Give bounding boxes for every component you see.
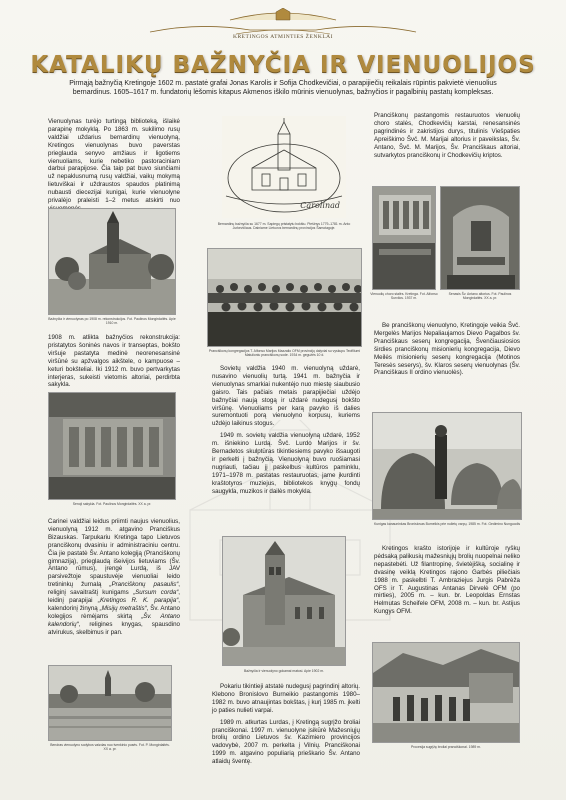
header-ornament bbox=[0, 8, 566, 48]
caption-group: Pranciškonų kongregacijos T. Alfonso Marijos Mazzalio OFM provincijų dalyviai su vyskupu Teofiliumi Matulioniu pranciškonų sode. 1934 m. gegužės 10 d. bbox=[208, 349, 361, 358]
text-honorary-citizens bbox=[374, 545, 520, 616]
text-congregations-par: Be pranciškonų vienuolyno, Kretingoje veikia Švč. Mergelės Marijos Nepaliaujamos Dievo Pagalbos šv. Pranciškaus seserų kongregacija, Švenčiausiosios širdies pranciškonų misionierių kongregacija, Dievo Meilės misionierių seserų kongregacija (Motinos Teresės seserys), šv. Klaros seserų vienuolynas (Šv. Pranciškaus II ordino vienuolės). bbox=[374, 322, 520, 377]
photo-old-pulpit bbox=[48, 392, 176, 500]
caption-bells: Kunigas kanauninkas Bronislovas Burneikis prie nulietų varpų. 1985 m. Fot. Gedimino Nunguodis bbox=[373, 522, 521, 526]
caption-procession: Procesija sugrįžę broliai pranciškonai. 1989 m. bbox=[411, 745, 481, 749]
photo-procession bbox=[372, 642, 520, 743]
caption-altar: Senasis Šv. Antano altorius. Fot. Paulinos Mongirdaitės. XX a. pr. bbox=[448, 292, 512, 301]
caption-choir: Vienuolių choro stalės. Kretinga. Fot. Alfonso Survilos. 1937 m. bbox=[370, 292, 438, 301]
intro-text: Pirmąją bažnyčią Kretingoje 1602 m. pastatė grafai Jonas Karolis ir Sofija Chodkevičiai, o parapijiečių reikalais rūpintis pakvietė vienuolius bernardinus. 1605–1617 m. fundatorių lėšomis kitapus Akmenos iškilo mūrinis vienuolynas, bažnyčios ir pagalbinių pastatų kompleksas. bbox=[69, 80, 497, 96]
caption-lake-view: Bendras vienuolyno sodybos vaizdas nuo tvenkinio pusės. Fot. P. Mongirdaitės. XX a. pr. bbox=[50, 743, 170, 752]
drawing-bernardine-church bbox=[222, 116, 346, 218]
text-honorary-citizens-par: Kretingos krašto istorijoje ir kultūroje ryškų pėdsaką palikusių mažesniųjų brolių nuopelnai neliko nepastebėti. Už filantropinę, švietėjišką, socialinę ir dvasinę veiklą Kretingos rajono Garbės piliečiais 1988 m. paskelbti T. Ambraziejus Jurgis Pabrėža OFS ir T. Augustinas Antanas Dirvelė OFM (po mirties), 2005 m. – kun. br. Leopoldas Ernstas Helmutas Scheifele OFM, 2008 m. – kun. br. Astijus Kungys OFM. bbox=[374, 545, 520, 616]
text-restoration: Pranciškonų pastangomis restauruotos vienuolių choro stalės, Chodkevičių karstai, renesansinės pagrindinės ir zakristijos durys, titulinis Viešpaties Apreiškimo Švč. M. Marijai altorius ir paveikslas, Šv. Antano, Švč. M. Marijos, Šv. Pranciškaus altoriai, sutvarkytos pranciškonų ir Chodkevičių kriptos. bbox=[374, 112, 520, 159]
drawing-script-signature: Carolinad bbox=[300, 201, 340, 210]
photo-church-1908 bbox=[48, 208, 176, 315]
photo-choir-stalls bbox=[372, 186, 436, 290]
photo-church-tower bbox=[222, 536, 346, 666]
caption-church-1908: Bažnyčia ir vienuolynas po 1908 m. rekonstrukcijos. Fot. Paulinos Mongirdaitės. Apie 1910 m. bbox=[48, 317, 176, 326]
page-title: KATALIKŲ BAŽNYČIA IR VIENUOLIJOS bbox=[30, 52, 536, 78]
text-1989-par: 1989 m. atkurtas Lurdas, į Kretingą sugrįžo broliai pranciškonai. 1997 m. vienuolyne įsikūrė Mažesniųjų brolių ordino Lietuvos šv. Kazimiero provincijos vadovybė, 2007 m. perkelta į Vilnių. Pranciškonai 1999 m. atgavino populiarią prieškario Šv. Antano atlaidų šventę. bbox=[212, 718, 360, 766]
text-congregations bbox=[374, 322, 520, 377]
photo-st-anthony-altar bbox=[440, 186, 520, 290]
text-soviet-1940-par: Sovietų valdžia 1940 m. vienuolyną uždarė, nusavino vienuolių turtą. 1941 m. bažnyčia ir vienuolynas smarkiai nukentėjo nuo miestę siaubusio gaisro. Tais pačiais metais parapijiečiai uždėjo bažnyčiai naują stogą ir uždarė nudegusį bokšto viršūnę. Vienuoliams per karą pavyko iš dalies suremontuoti porą vienuolyno korpusų, kuriems uždėjo laikinus stogus. bbox=[212, 365, 360, 428]
series-title: KRETINGOS ATMINTIES ŽENKLAI bbox=[233, 34, 333, 40]
text-1908-reconstruction: 1908 m. atlikta bažnyčios rekonstrukcija: pristatytos šoninės navos ir transeptas, bokšto viršuje pastatyta medinė neorenesansinė viršūnė su apžvalgos aikštele, o kampuose – keturi bokšteliai. Iki 1912 m. buvo pertvarkytas interjeras, sukeisti vietomis altoriai, perdirbta sakykla. bbox=[48, 334, 180, 389]
text-franciscans-return: Carinei valdžiai leidus priimti naujus vienuolius, vienuolyną 1912 m. atgavino Pranciškus Bizauskas. Tarpukariu Kretinga tapo Lietuvos pranciškonų dvasiniu ir administraciniu centru. Čia jie pastatė Šv. Antano kolegiją (Pranciškonų gimnaziją), prieglaudą išeivijos lietuviams (Šv. Antano rūmus), įrengė Lurdą, iš JAV parsivežtoje spaustuvėje vienuoliai leido tretininkų žurnalą „Pranciškonų pasaulis“, religinį savaitraštį kunigams „Sursum corda“, leidinį parapijai „Kretingos R. K. parapija“, kalendorinį žinyną „Misijų metraštis“, Šv. Antano kolegijos rėmėjams skirtą „Šv. Antano kalendorių“, religines knygas, spausdino atvirukus, skelbimus ir pan. bbox=[48, 518, 181, 636]
text-library: Vienuolynas turėjo turtingą biblioteką, išlaikė parapinę mokyklą. Po 1863 m. sukilimo rusų valdžiai uždarius bernardinų vienuolyną, Kretingos vienuolynas buvo paverstas prieglauda senyvo amžiaus ir ligotiems vienuoliams, kurie nebetiko pastoraciniam darbui parapijose. Čia taip pat buvo siunčiami už nepaklusnumą rusų valdžiai, vaikų mokymą lietuviškai ir uždraustos spaudos platinimą nubausti diecezijai kunigai, kurie vienuolyne privalėjo praleisti 1–2 metus atskirti nuo bbox=[48, 118, 180, 205]
text-soviet-1949-par: 1949 m. sovietų valdžia vienuolyną uždarė, 1952 m. išniekino Lurdą. Švč. Lurdo Marijos ir šv. Bernadetos skulptūras tikintiesiems pavyko išsaugoti ir perkelti į bažnyčią. Vienuolyną buvo ruošiamasi nugriauti, tačiau jį paskelbus kultūros paminklu, 1971–1978 m. pastatas restauruotas, jame įkurdinti kraštotyros muziejus, bibliotekos knygų fondų saugykla, muzikos ir dailės mokykla. bbox=[212, 432, 360, 495]
photo-lake-view bbox=[48, 665, 172, 741]
caption-church-tower: Bažnyčia ir vienuolyno gokamai matosi. Apie 1902 m. bbox=[243, 669, 325, 673]
photo-franciscan-group bbox=[207, 248, 362, 347]
photo-bells bbox=[372, 412, 522, 520]
text-soviet-1940 bbox=[212, 365, 360, 496]
caption-drawing: Bernardinų bažnyčia su 1677 m. Sapiegų pristatytu bokštu. Piešinys 1779–1781 m. Anto Jurkevičiaus. Dainiarne Lietuvos bernardinų provincijos Šamotagoje. bbox=[217, 222, 351, 231]
text-postwar bbox=[212, 683, 360, 766]
text-postwar-par: Pokariu tikintieji atstatė nudegusį pagrindinį altorių. Klebono Bronislovo Burneikio pastangomis 1980–1982 m. buvo atnaujintas bokštas, į kurį 1985 m. įkelti jo paties nulieti varpai. bbox=[212, 683, 360, 714]
caption-pulpit: Senoji sakykla. Fot. Paulinos Mongirdaitės. XX a. pr. bbox=[72, 502, 152, 506]
